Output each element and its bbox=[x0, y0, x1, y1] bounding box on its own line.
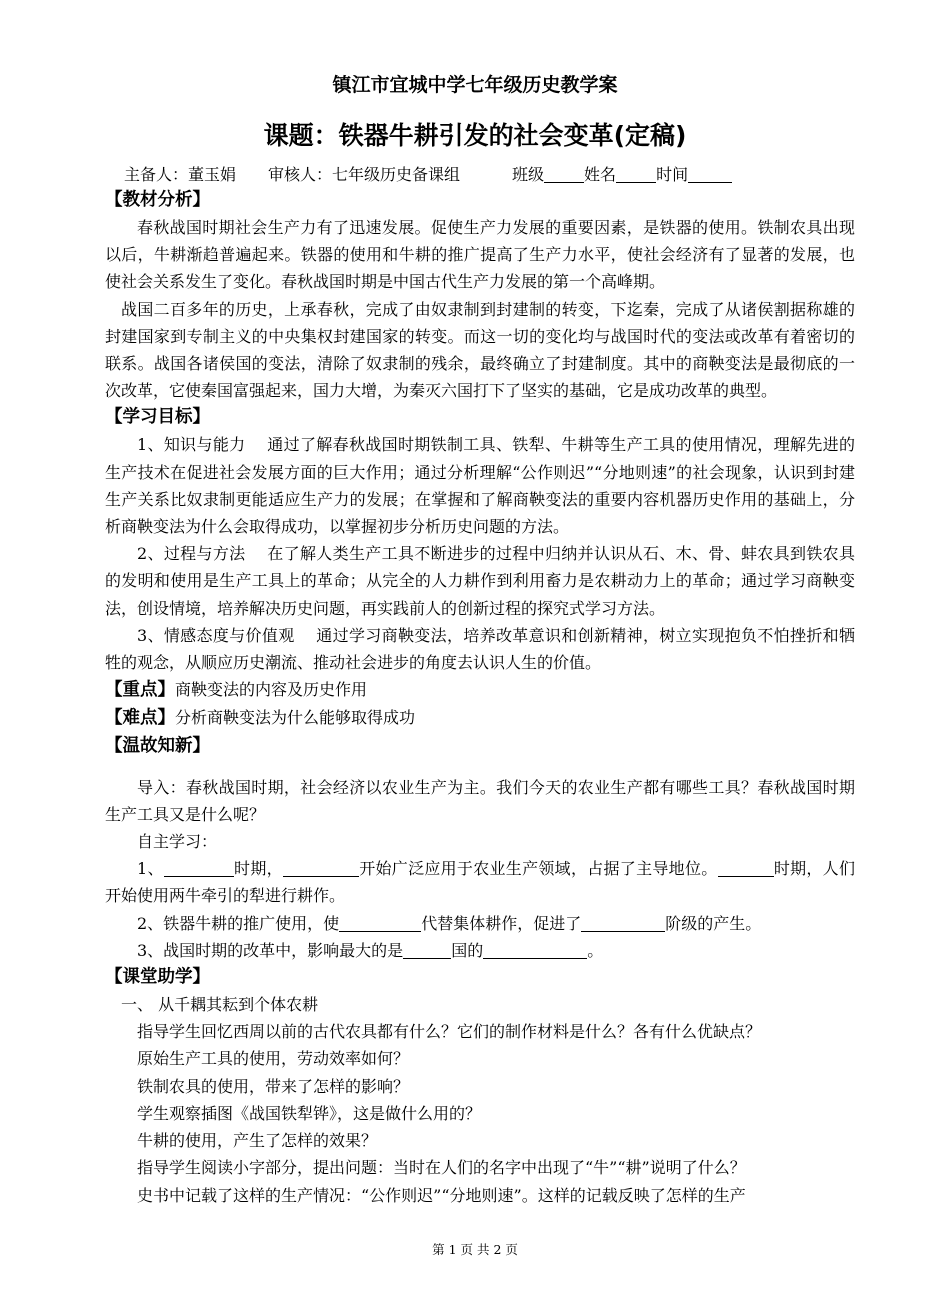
preparer: 主备人：董玉娟 bbox=[124, 165, 237, 184]
self-study-label: 自主学习： bbox=[137, 832, 218, 852]
main-content bbox=[105, 187, 855, 1209]
goal-process: 2、过程与方法 在了解人类生产工具不断进步的过程中归纳并认识从石、木、骨、蚌农具到铁农具的发明和使用是生产工具上的革命；从完全的人力耕作到利用畜力是农耕动力上的革命；通过学习商鞅变法，创设情境，培养解决历史问题，再实践前人的创新过程的探究式学习方法。 bbox=[105, 544, 855, 618]
answer-blank[interactable] bbox=[483, 942, 587, 959]
review-question-2: 2、铁器牛耕的推广使用，使 代替集体耕作，促进了 阶级的产生。 bbox=[137, 913, 762, 933]
key-point bbox=[105, 676, 855, 704]
answer-blank[interactable] bbox=[339, 915, 421, 932]
difficult-point bbox=[105, 704, 855, 732]
difficult-point-text: 分析商鞅变法为什么能够取得成功 bbox=[175, 708, 416, 728]
page-footer: 第 1 页 共 2 页 bbox=[432, 1242, 518, 1257]
section-heading-analysis: 【教材分析】 bbox=[105, 190, 210, 210]
name-label: 姓名 bbox=[584, 165, 617, 184]
class-item-6: 指导学生阅读小字部分，提出问题：当时在人们的名字中出现了“牛”“耕”说明了什么？ bbox=[137, 1158, 746, 1178]
answer-blank[interactable] bbox=[283, 860, 359, 877]
goal-emotion: 3、情感态度与价值观 通过学习商鞅变法，培养改革意识和创新精神，树立实现抱负不怕挫折和牺牲的观念，从顺应历史潮流、推动社会进步的角度去认识人生的价值。 bbox=[105, 625, 855, 673]
key-point-label: 【重点】 bbox=[105, 680, 175, 701]
lesson-title: 课题：铁器牛耕引发的社会变革(定稿) bbox=[263, 121, 687, 150]
section-heading-review: 【温故知新】 bbox=[105, 735, 210, 756]
class-item-1: 指导学生回忆西周以前的古代农具都有什么？它们的制作材料是什么？各有什么优缺点？ bbox=[137, 1022, 762, 1042]
analysis-paragraph-2: 战国二百多年的历史，上承春秋，完成了由奴隶制到封建制的转变，下迄秦，完成了从诸侯割据称雄的封建国家到专制主义的中央集权封建国家的转变。而这一切的变化均与战国时代的变法或改革有着密切的联系。战国各诸侯国的变法，清除了奴隶制的残余，最终确立了封建制度。其中的商鞅变法是最彻底的一次改革，它使秦国富强起来，国力大增，为秦灭六国打下了坚实的基础，它是成功改革的典型。 bbox=[105, 299, 855, 401]
goal-knowledge: 1、知识与能力 通过了解春秋战国时期铁制工具、铁犁、牛耕等生产工具的使用情况，理解先进的生产技术在促进社会发展方面的巨大作用；通过分析理解“公作则迟”“分地则速”的社会现象，认识到封建生产关系比奴隶制更能适应生产力的发展；在掌握和了解商鞅变法的重要内容机器历史作用的基础上，分析商鞅变法为什么会取得成功，以掌握初步分析历史问题的方法。 bbox=[105, 435, 855, 537]
reviewer: 审核人：七年级历史备课组 bbox=[268, 165, 461, 184]
section-heading-class: 【课堂助学】 bbox=[105, 967, 210, 988]
analysis-paragraph-1: 春秋战国时期社会生产力有了迅速发展。促使生产力发展的重要因素，是铁器的使用。铁制农具出现以后，牛耕渐趋普遍起来。铁器的使用和牛耕的推广提高了生产力水平，使社会经济有了显著的发展，也使社会关系发生了变化。春秋战国时期是中国古代生产力发展的第一个高峰期。 bbox=[105, 218, 855, 292]
answer-blank[interactable] bbox=[403, 942, 451, 959]
section-heading-goals: 【学习目标】 bbox=[105, 407, 210, 428]
review-intro: 导入：春秋战国时期，社会经济以农业生产为主。我们今天的农业生产都有哪些工具？春秋战国时期生产工具又是什么呢？ bbox=[105, 777, 855, 824]
name-blank[interactable] bbox=[616, 166, 656, 183]
answer-blank[interactable] bbox=[164, 860, 234, 877]
school-header: 镇江市宜城中学七年级历史教学案 bbox=[332, 74, 618, 96]
class-blank[interactable] bbox=[544, 166, 584, 183]
class-item-7: 史书中记载了这样的生产情况：“公作则迟”“分地则速”。这样的记载反映了怎样的生产 bbox=[137, 1185, 746, 1205]
answer-blank[interactable] bbox=[718, 860, 774, 877]
class-item-2: 原始生产工具的使用，劳动效率如何？ bbox=[137, 1049, 410, 1069]
class-item-3: 铁制农具的使用，带来了怎样的影响？ bbox=[137, 1076, 410, 1096]
review-question-3: 3、战国时期的改革中，影响最大的是 国的 。 bbox=[137, 940, 604, 960]
time-label: 时间 bbox=[656, 165, 689, 184]
difficult-point-label: 【难点】 bbox=[105, 708, 175, 729]
review-question-1: 1、 时期， 开始广泛应用于农业生产领域，占据了主导地位。 时期，人们开始使用两牛牵引的犁进行耕作。 bbox=[105, 859, 855, 906]
key-point-text: 商鞅变法的内容及历史作用 bbox=[175, 680, 368, 700]
class-item-5: 牛耕的使用，产生了怎样的效果？ bbox=[137, 1131, 378, 1151]
class-subheading-1: 一、 从千耦其耘到个体农耕 bbox=[121, 995, 319, 1015]
class-item-4: 学生观察插图《战国铁犁铧》，这是做什么用的？ bbox=[137, 1103, 482, 1123]
class-label: 班级 bbox=[512, 165, 545, 184]
answer-blank[interactable] bbox=[581, 915, 665, 932]
meta-line bbox=[124, 162, 732, 185]
time-blank[interactable] bbox=[688, 166, 732, 183]
